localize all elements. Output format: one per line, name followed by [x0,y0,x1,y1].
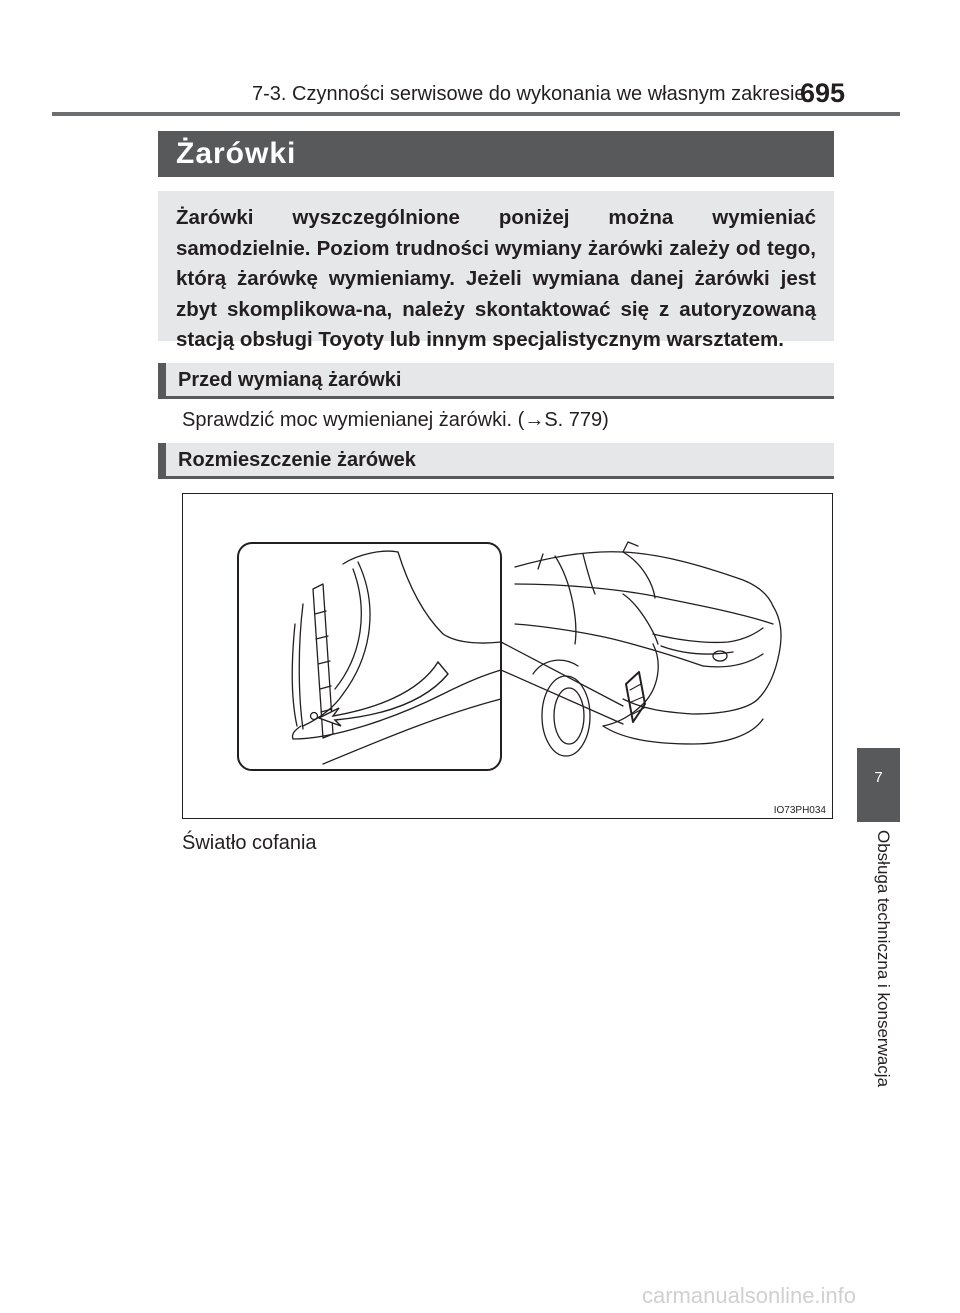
title-bar [158,131,834,177]
car-rear-illustration [183,494,834,820]
heading-marker [158,443,166,476]
section-heading-before-label: Przed wymianą żarówki [178,369,402,391]
figure-code: IO73PH034 [773,805,826,816]
running-header: 7-3. Czynności serwisowe do wykonania we własnym zakresie [252,83,806,105]
heading-marker [158,363,166,396]
figure-caption: Światło cofania [182,832,317,854]
header-divider [52,112,900,116]
page-title: Żarówki [176,137,297,170]
section-heading-location [158,443,834,479]
intro-box [158,191,834,351]
page-number: 695 [800,78,846,108]
section-heading-location-label: Rozmieszczenie żarówek [178,449,416,471]
intro-text: Żarówki wyszczególnione poniżej można wymieniać samodzielnie. Poziom trudności wymiany żarówki zależy od tego, którą żarówkę wymieniamy. Jeżeli wymiana danej żarówki jest zbyt skomplikowa-na, należy skontaktować się z autoryzowaną stacją obsługi Toyoty lub innym specjalistycznym warsztatem. [176,206,816,351]
check-wattage-text: Sprawdzić moc wymienianej żarówki. (→S. 779) [182,409,609,431]
pointer-arrow-icon [319,662,448,726]
watermark: carmanualsonline.info [642,1283,857,1308]
chapter-label: Obsługa techniczna i konserwacja [874,830,893,1088]
chapter-tab [857,748,900,822]
bulb-location-figure [182,493,833,819]
chapter-number: 7 [874,769,883,786]
section-heading-before [158,363,834,399]
